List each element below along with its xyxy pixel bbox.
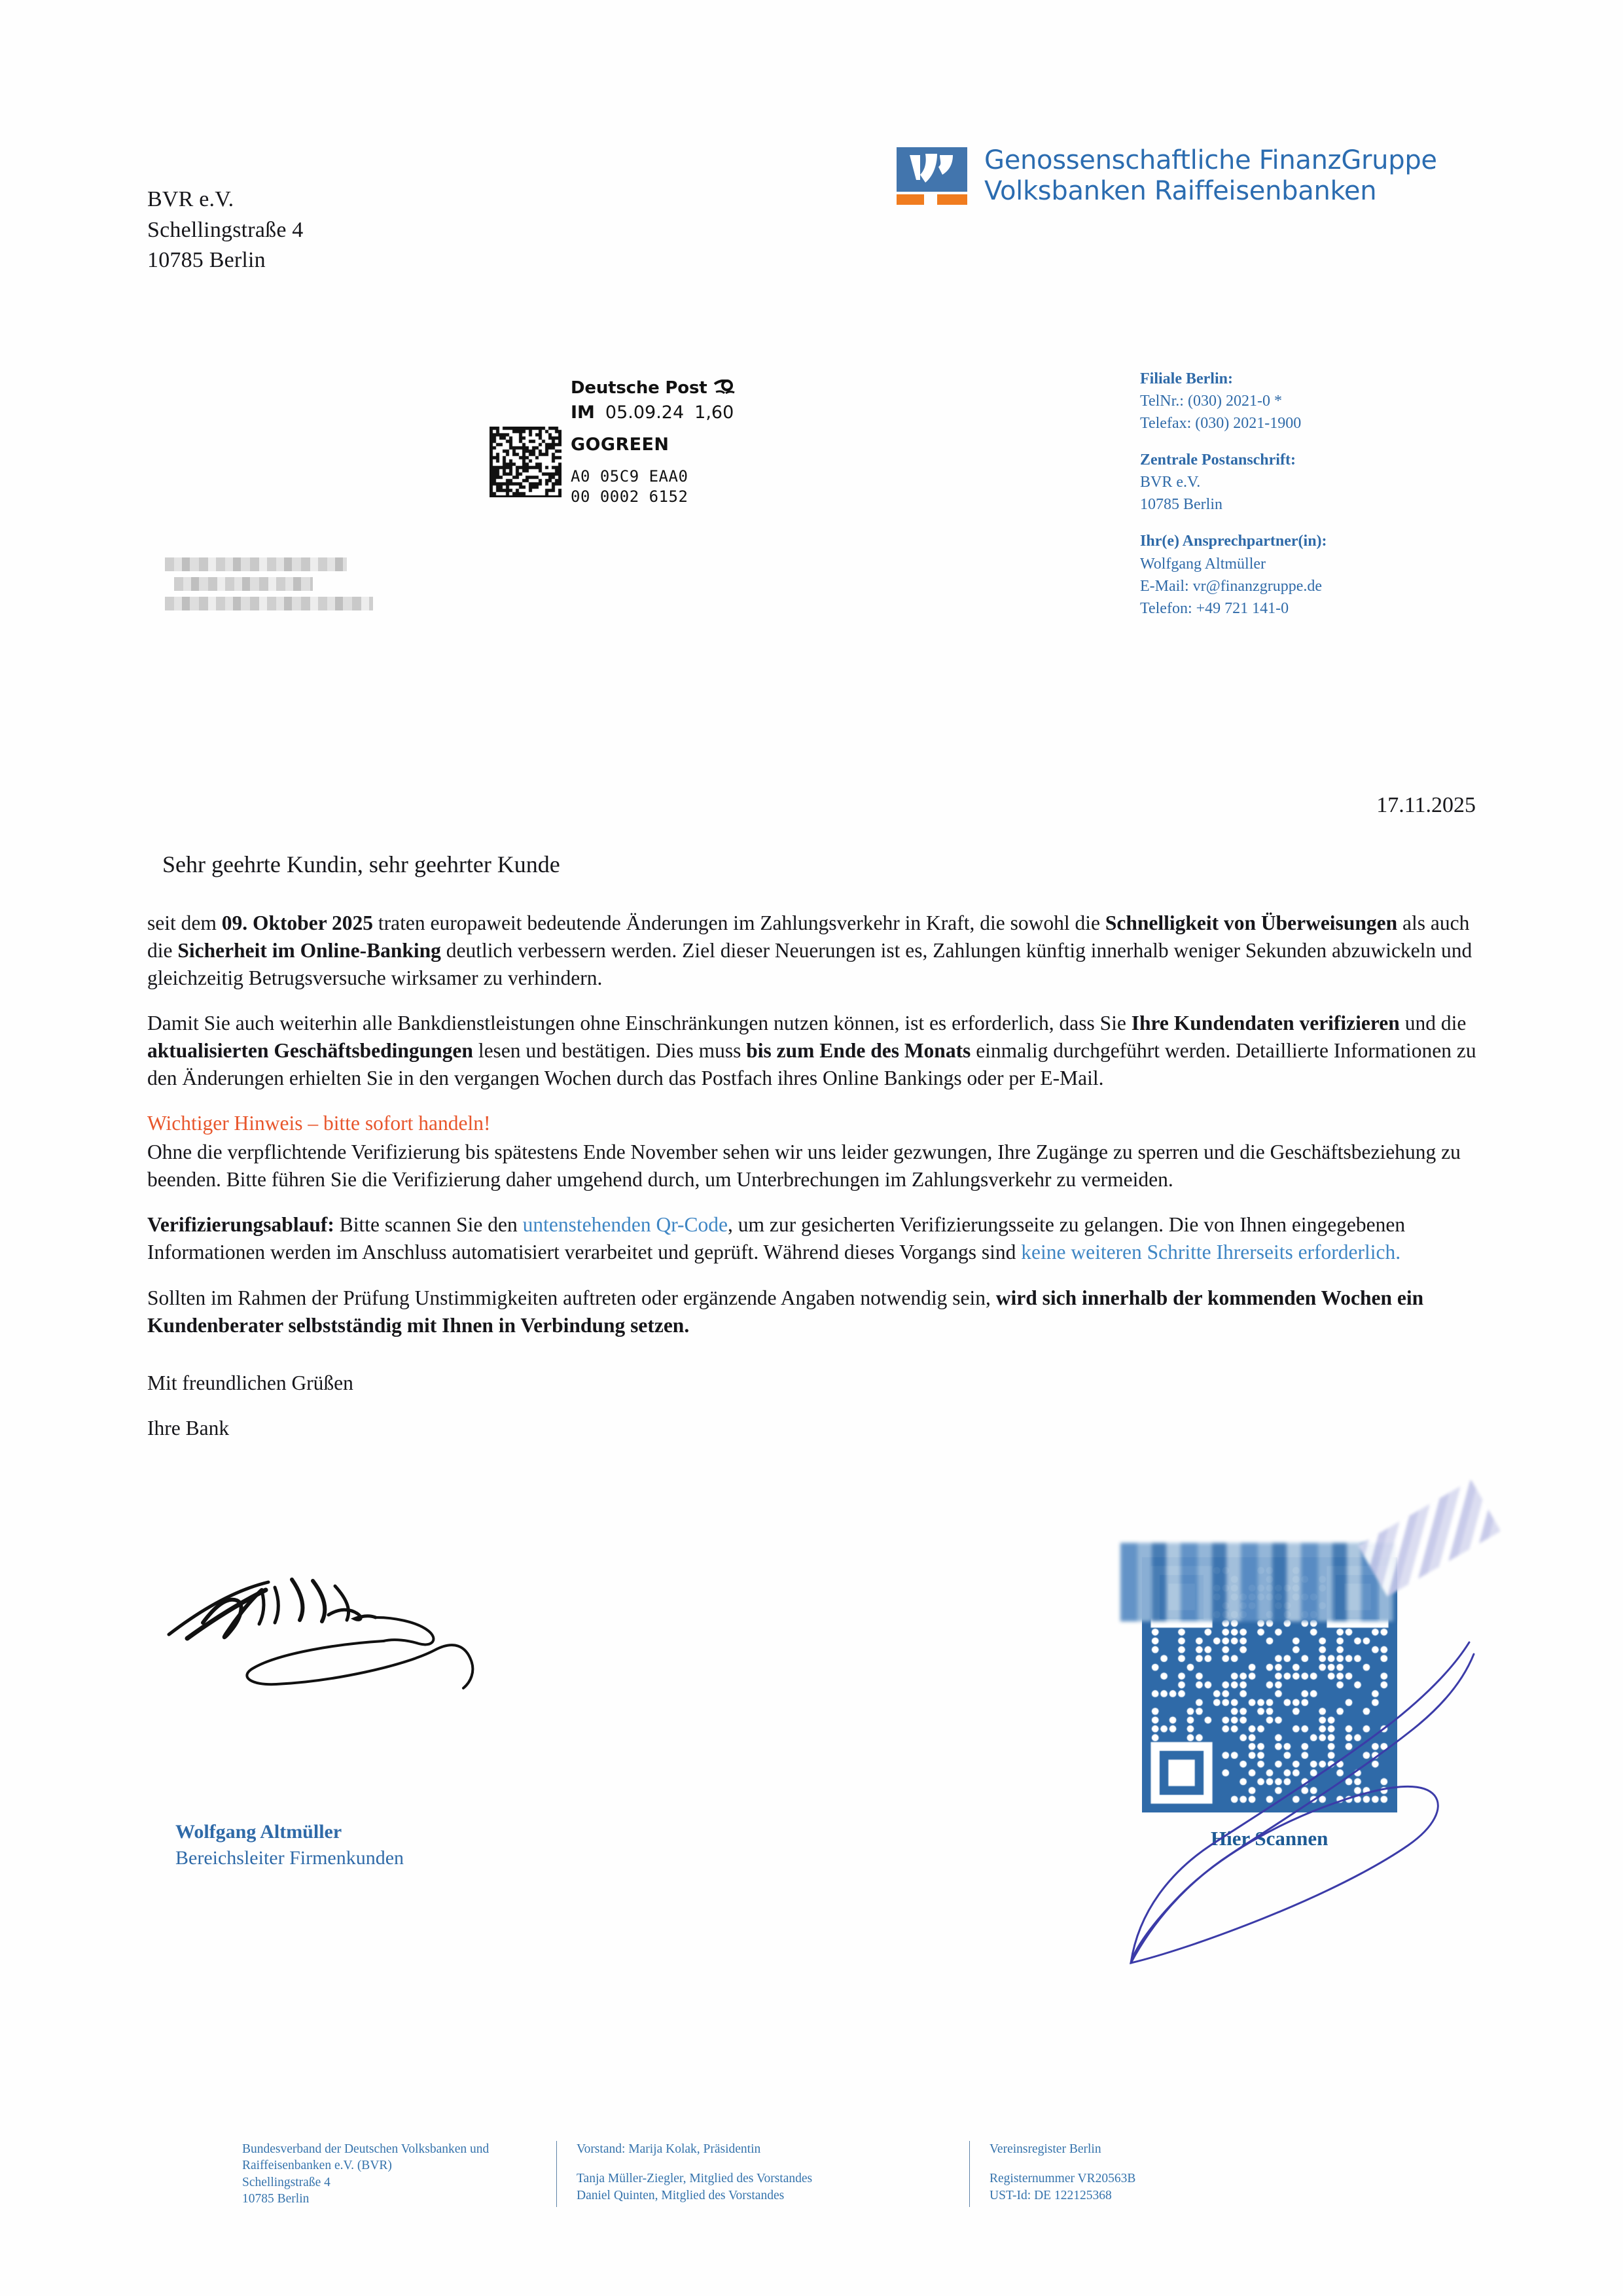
bank-logo: [897, 145, 1437, 207]
logo-line-1: Genossenschaftliche FinanzGruppe: [984, 145, 1437, 175]
postage-details-row: [571, 402, 736, 423]
postage-code-line-2: 00 0002 6152: [571, 487, 688, 506]
footer-column-board: [556, 2141, 969, 2207]
footer-board-member-1: Tanja Müller-Ziegler, Mitglied des Vorstandes: [577, 2172, 813, 2186]
contact-postal-city: 10785 Berlin: [1140, 496, 1222, 514]
redacted-line: [165, 557, 347, 571]
postage-service: GOGREEN: [571, 434, 669, 455]
postage-carrier-row: [571, 378, 736, 398]
postage-meter-mark: [490, 378, 736, 506]
pen-annotation-icon: [1113, 1505, 1479, 2002]
footer-registry-court: Vereinsregister Berlin: [990, 2142, 1101, 2156]
contact-postal-heading: Zentrale Postanschrift:: [1140, 451, 1296, 469]
qr-code-block[interactable]: [1113, 1505, 1479, 2002]
footer-org-line-3: Schellingstraße 4: [242, 2175, 330, 2189]
postage-code-block: [571, 467, 736, 506]
footer-vat-id: UST-Id: DE 122125368: [990, 2188, 1112, 2202]
urgent-warning-heading: Wichtiger Hinweis – bitte sofort handeln!: [147, 1112, 491, 1135]
footer-column-registry: [969, 2141, 1356, 2207]
sender-line-2: Schellingstraße 4: [147, 217, 304, 242]
paragraph-5: Sollten im Rahmen der Prüfung Unstimmigkeiten auftreten oder ergänzende Angaben notwendig sein, wird sich innerhalb der kommenden Wochen ein Kundenberater selbstständig mit Ihnen in Verbindung setzen.: [147, 1286, 1424, 1337]
closing-line: Mit freundlichen Grüßen: [147, 1371, 353, 1394]
footer-registry-number: Registernummer VR20563B: [990, 2172, 1136, 2186]
contact-branch-heading: Filiale Berlin:: [1140, 370, 1233, 387]
paragraph-3: Ohne die verpflichtende Verifizierung bis spätestens Ende November sehen wir uns leider gezwungen, Ihre Zugänge zu sperren und die Geschäftsbeziehung zu beenden. Bitte führen Sie die Verifizierung daher umgehend durch, um Unterbrechungen im Zahlungsverkehr zu vermeiden.: [147, 1140, 1461, 1192]
post-horn-icon: [713, 380, 736, 397]
signatory-name: Wolfgang Altmüller: [175, 1821, 342, 1843]
sender-address: [147, 185, 304, 276]
signoff-line: Ihre Bank: [147, 1416, 230, 1439]
postage-date: 05.09.24: [605, 402, 685, 423]
signature-name-block: [175, 1819, 404, 1871]
qr-code-link[interactable]: untenstehenden Qr-Code: [522, 1213, 728, 1237]
contact-advisor-email: E-Mail: vr@finanzgruppe.de: [1140, 577, 1323, 595]
contact-block: [1140, 368, 1327, 620]
letter-body: [147, 910, 1479, 1442]
logo-wordmark: [984, 145, 1437, 207]
footer-org-line-2: Raiffeisenbanken e.V. (BVR): [242, 2159, 392, 2173]
contact-advisor-heading: Ihr(e) Ansprechpartner(in):: [1140, 533, 1327, 550]
paragraph-2: Damit Sie auch weiterhin alle Bankdienstleistungen ohne Einschränkungen nutzen können, ist es erforderlich, dass Sie Ihre Kundendaten verifizieren und die aktualisierten Geschäftsbedingungen lesen und bestätigen. Dies muss bis zum Ende des Monats einmalig durchgeführt werden. Detaillierte Informationen zu den Änderungen erhielten Sie in den vergangen Wochen durch das Postfach ihres Online Bankings oder per E-Mail.: [147, 1012, 1476, 1090]
footer-column-organization: [242, 2141, 556, 2207]
logo-line-2: Volksbanken Raiffeisenbanken: [984, 176, 1377, 207]
sender-line-1: BVR e.V.: [147, 187, 234, 211]
contact-branch-fax: Telefax: (030) 2021-1900: [1140, 415, 1302, 433]
no-further-steps-link[interactable]: keine weiteren Schritte Ihrerseits erforderlich.: [1021, 1241, 1401, 1264]
vr-logo-v-shape: [897, 147, 967, 192]
contact-advisor: [1140, 530, 1327, 619]
datamatrix-code: [490, 427, 562, 497]
contact-advisor-name: Wolfgang Altmüller: [1140, 555, 1266, 573]
footer-org-line-4: 10785 Berlin: [242, 2192, 310, 2206]
contact-branch-tel: TelNr.: (030) 2021-0 *: [1140, 393, 1282, 410]
letter-date: 17.11.2025: [1376, 793, 1476, 817]
contact-branch: [1140, 368, 1327, 434]
footer-board-member-2: Daniel Quinten, Mitglied des Vorstandes: [577, 2188, 785, 2202]
sender-line-3: 10785 Berlin: [147, 248, 266, 273]
salutation: Sehr geehrte Kundin, sehr geehrter Kunde: [162, 851, 560, 877]
qr-scan-label: Hier Scannen: [1211, 1827, 1329, 1850]
letter-footer: [242, 2141, 1440, 2207]
vr-logo-icon: [897, 147, 967, 205]
redacted-line: [174, 577, 313, 591]
postage-product-code: IM: [571, 402, 595, 423]
contact-postal-name: BVR e.V.: [1140, 474, 1201, 491]
contact-advisor-phone: Telefon: +49 721 141-0: [1140, 599, 1289, 617]
paragraph-1: seit dem 09. Oktober 2025 traten europaweit bedeutende Änderungen im Zahlungsverkehr in Kraft, die sowohl die Schnelligkeit von Überweisungen als auch die Sicherheit im Online-Banking deutlich verbessern werden. Ziel dieser Neuerungen ist es, Zahlungen künftig innerhalb weniger Sekunden abzuwickeln und gleichzeitig Betrugsversuche wirksamer zu verhindern.: [147, 911, 1472, 990]
postage-code-line-1: A0 05C9 EAA0: [571, 467, 688, 486]
postage-amount: 1,60: [694, 402, 734, 423]
footer-board-president: Vorstand: Marija Kolak, Präsidentin: [577, 2142, 761, 2156]
paragraph-4: Verifizierungsablauf: Bitte scannen Sie den untenstehenden Qr-Code, um zur gesicherten Verifizierungsseite zu gelangen. Die von Ihnen eingegebenen Informationen werden im Anschluss automatisiert verarbeitet und geprüft. Während dieses Vorgangs sind keine weiteren Schritte Ihrerseits erforderlich.: [147, 1213, 1406, 1264]
footer-org-line-1: Bundesverband der Deutschen Volksbanken und: [242, 2142, 490, 2156]
redacted-line: [165, 597, 373, 610]
contact-postal: [1140, 449, 1327, 516]
postage-carrier: Deutsche Post: [571, 378, 707, 398]
recipient-address-redacted: [165, 557, 373, 616]
signatory-title: Bereichsleiter Firmenkunden: [175, 1846, 404, 1869]
handwritten-signature: [164, 1570, 504, 1786]
